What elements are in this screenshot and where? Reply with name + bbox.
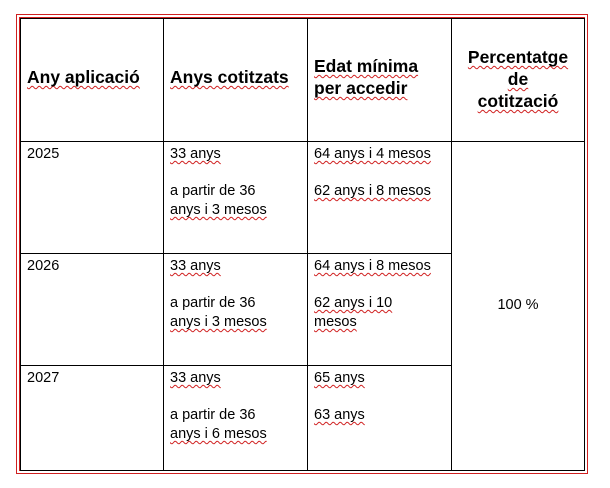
header-edat-minima: Edat mínima per accedir: [308, 19, 452, 142]
percentage-cell: 100 %: [452, 142, 585, 471]
min-age-cell: 64 anys i 8 mesos 62 anys i 10 mesos: [308, 254, 452, 366]
year-cell: 2025: [21, 142, 164, 254]
header-row: [21, 19, 585, 142]
contributed-cell: 33 anys a partir de 36 anys i 6 mesos: [164, 366, 308, 471]
contributed-cell: 33 anys a partir de 36 anys i 3 mesos: [164, 142, 308, 254]
year-cell: 2026: [21, 254, 164, 366]
header-percentatge: Percentatge de cotització: [452, 19, 585, 142]
table-row: [21, 142, 585, 254]
pension-table: [20, 18, 585, 471]
header-anys-cotitzats: Anys cotitzats: [164, 19, 308, 142]
year-cell: 2027: [21, 366, 164, 471]
min-age-cell: 65 anys 63 anys: [308, 366, 452, 471]
min-age-cell: 64 anys i 4 mesos 62 anys i 8 mesos: [308, 142, 452, 254]
contributed-cell: 33 anys a partir de 36 anys i 3 mesos: [164, 254, 308, 366]
header-any-aplicacio: Any aplicació: [21, 19, 164, 142]
